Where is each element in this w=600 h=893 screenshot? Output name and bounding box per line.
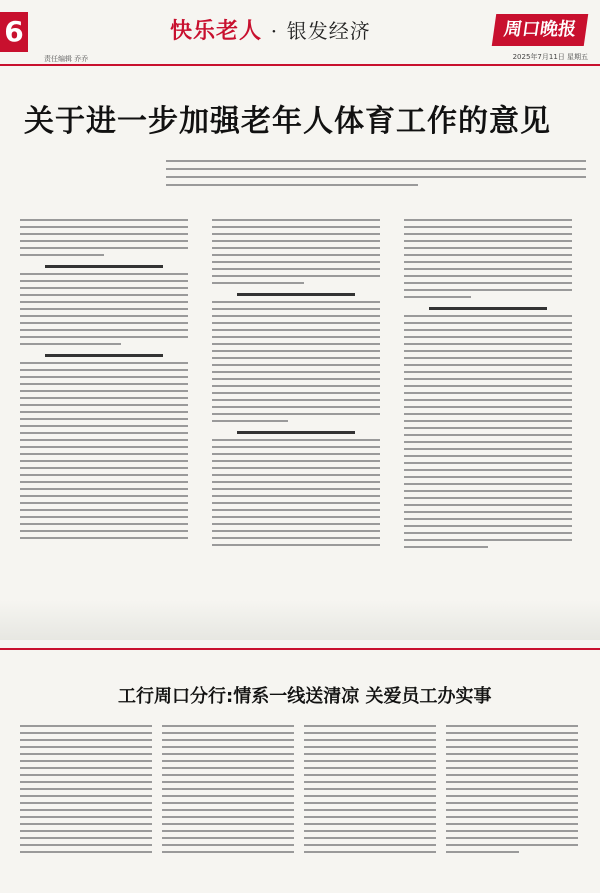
section-prefix: 快乐老人 xyxy=(170,18,263,44)
section-title: 快乐老人 · 银发经济 xyxy=(170,18,371,44)
bottom-column-2 xyxy=(162,720,294,870)
article-headline: 关于进一步加强老年人体育工作的意见 xyxy=(24,104,551,139)
article-column-2 xyxy=(212,214,380,574)
bottom-column-3 xyxy=(304,720,436,870)
page-number: 6 xyxy=(0,12,28,52)
header-rule xyxy=(0,64,600,66)
bottom-article-title: 工行周口分行:情系一线送清凉 关爱员工办实事 xyxy=(118,686,492,707)
editor-credit: 责任编辑 乔乔 xyxy=(44,55,89,63)
bottom-column-1 xyxy=(20,720,152,870)
issue-date: 2025年7月11日 星期五 xyxy=(512,53,588,61)
article-intro xyxy=(166,154,586,194)
article-column-3 xyxy=(404,214,572,574)
bottom-rule xyxy=(0,648,600,650)
page-header xyxy=(0,0,600,64)
section-name: 银发经济 xyxy=(286,19,371,43)
bottom-column-4 xyxy=(446,720,578,870)
article-column-1 xyxy=(20,214,188,574)
bottom-article-body xyxy=(20,720,580,870)
newspaper-logo: 周口晚报 xyxy=(492,14,588,46)
decorative-landscape xyxy=(0,600,600,640)
